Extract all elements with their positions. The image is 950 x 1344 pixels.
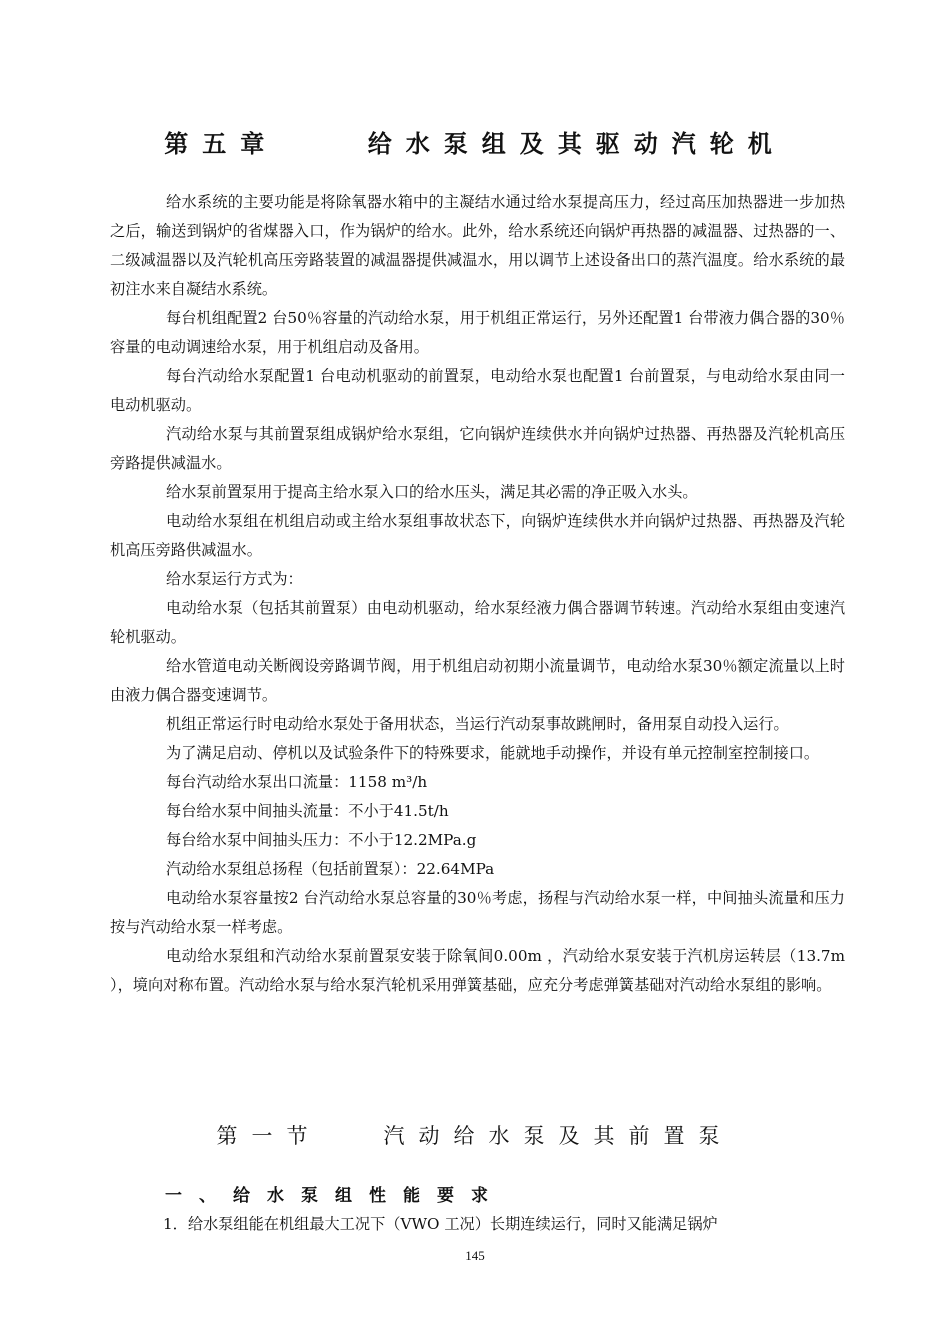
paragraph: 给水系统的主要功能是将除氧器水箱中的主凝结水通过给水泵提高压力，经过高压加热器进一步加热之后，输送到锅炉的省煤器入口，作为锅炉的给水。此外，给水系统还向锅炉再热器的减温器、过热器的一、二级减温器以及汽轮机高压旁路装置的减温器提供减温水，用以调节上述设备出口的蒸汽温度。给水系统的最初注水来自凝结水系统。 bbox=[110, 193, 845, 298]
paragraph: 每台机组配置2 台50％容量的汽动给水泵，用于机组正常运行，另外还配置1 台带液力偶合器的30％容量的电动调速给水泵，用于机组启动及备用。 bbox=[110, 309, 845, 356]
paragraph: 电动给水泵（包括其前置泵）由电动机驱动，给水泵经液力偶合器调节转速。汽动给水泵组由变速汽轮机驱动。 bbox=[110, 599, 845, 646]
paragraph: 给水泵运行方式为： bbox=[166, 570, 303, 588]
paragraph: 机组正常运行时电动给水泵处于备用状态，当运行汽动泵事故跳闸时，备用泵自动投入运行。 bbox=[166, 715, 789, 733]
paragraph: 电动给水泵组在机组启动或主给水泵组事故状态下，向锅炉连续供水并向锅炉过热器、再热器及汽轮机高压旁路供减温水。 bbox=[110, 512, 845, 559]
paragraph: 电动给水泵容量按2 台汽动给水泵总容量的30％考虑，扬程与汽动给水泵一样，中间抽头流量和压力按与汽动给水泵一样考虑。 bbox=[110, 889, 845, 936]
spec-line: 汽动给水泵组总扬程（包括前置泵）：22.64MPa bbox=[166, 860, 495, 878]
paragraph: 每台汽动给水泵配置1 台电动机驱动的前置泵，电动给水泵也配置1 台前置泵，与电动给水泵由同一电动机驱动。 bbox=[110, 367, 845, 414]
paragraph: 为了满足启动、停机以及试验条件下的特殊要求，能就地手动操作，并设有单元控制室控制接口。 bbox=[166, 744, 820, 762]
paragraph: 给水管道电动关断阀设旁路调节阀，用于机组启动初期小流量调节，电动给水泵30％额定流量以上时由液力偶合器变速调节。 bbox=[110, 657, 845, 704]
spec-line: 每台给水泵中间抽头压力：不小于12.2MPa.g bbox=[166, 831, 477, 849]
paragraph: 电动给水泵组和汽动给水泵前置泵安装于除氧间0.00m ，汽动给水泵安装于汽机房运转层（13.7m ），境向对称布置。汽动给水泵与给水泵汽轮机采用弹簧基础，应充分考虑弹簧基础对汽动给水泵组的影响。 bbox=[110, 947, 845, 994]
subsection-title: 一、给水泵组性能要求 bbox=[165, 1186, 505, 1206]
spec-line: 每台汽动给水泵出口流量：1158 m³/h bbox=[166, 773, 428, 791]
list-item: 1．给水泵组能在机组最大工况下（VWO 工况）长期连续运行，同时又能满足锅炉 bbox=[163, 1215, 718, 1233]
chapter-title: 第五章 给水泵组及其驱动汽轮机 bbox=[164, 130, 786, 158]
section-title: 第一节 汽动给水泵及其前置泵 bbox=[216, 1124, 734, 1148]
body-text bbox=[110, 188, 845, 1000]
page-number: 145 bbox=[465, 1248, 485, 1263]
paragraph: 汽动给水泵与其前置泵组成锅炉给水泵组，它向锅炉连续供水并向锅炉过热器、再热器及汽轮机高压旁路提供减温水。 bbox=[110, 425, 845, 472]
spec-line: 每台给水泵中间抽头流量：不小于41.5t/h bbox=[166, 802, 449, 820]
paragraph: 给水泵前置泵用于提高主给水泵入口的给水压头，满足其必需的净正吸入水头。 bbox=[166, 483, 698, 501]
